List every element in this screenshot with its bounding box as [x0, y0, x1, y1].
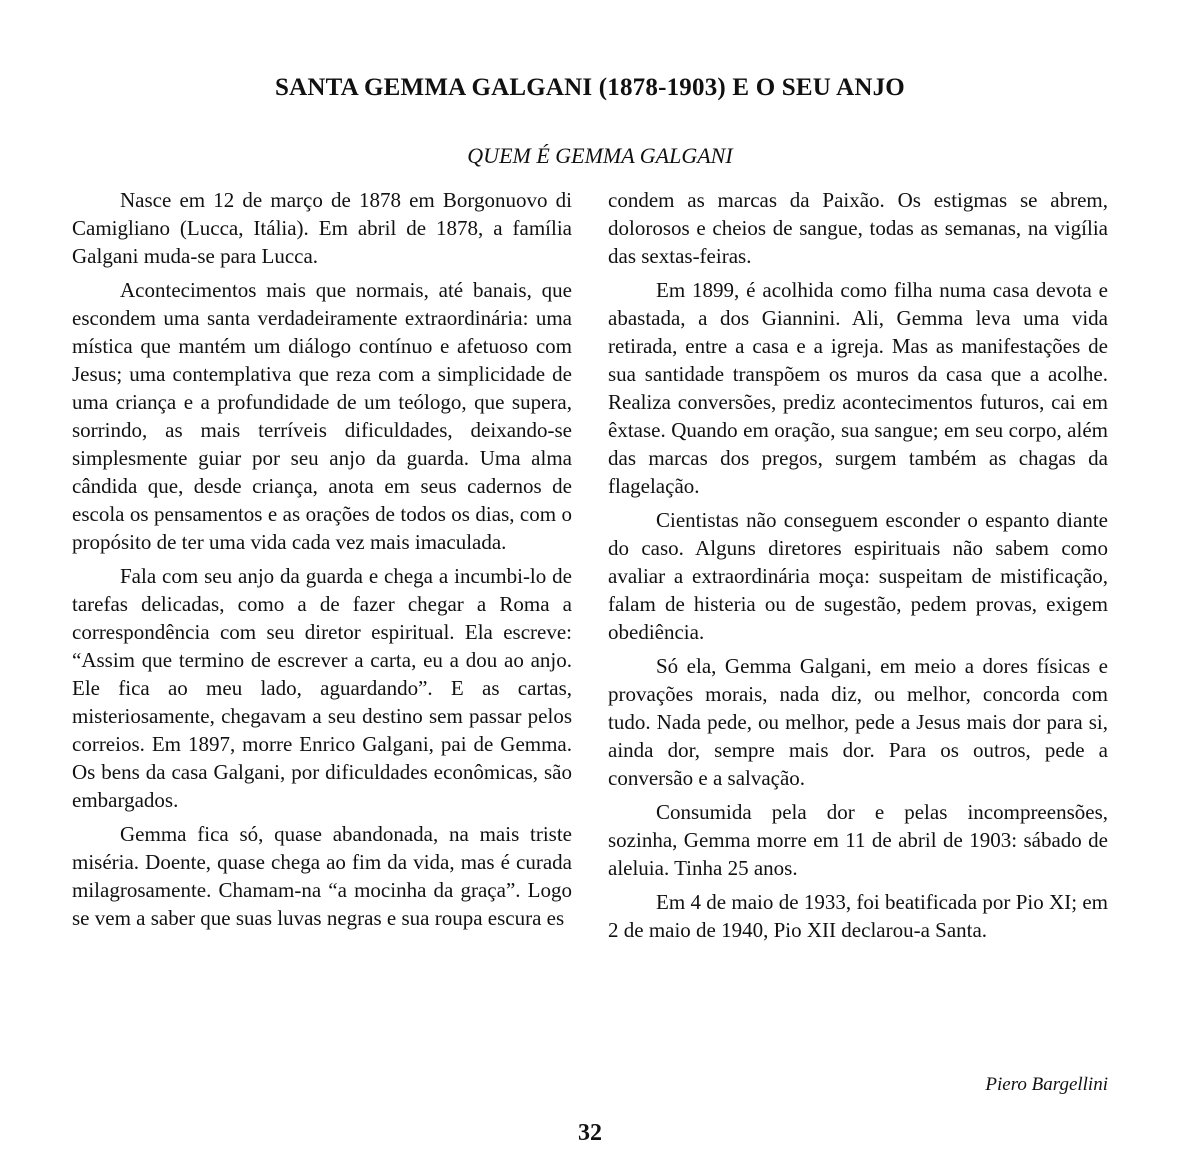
left-column: [72, 186, 572, 938]
paragraph: Em 4 de maio de 1933, foi beatificada por Pio XI; em 2 de maio de 1940, Pio XII declarou-a Santa.: [608, 890, 1108, 942]
paragraph: Cientistas não conseguem esconder o espanto diante do caso. Alguns diretores espirituais não sabem como avaliar a extraordinária moça: suspeitam de mistificação, falam de histeria ou de sugestão, pedem provas, exigem obediência.: [608, 508, 1108, 644]
paragraph: Em 1899, é acolhida como filha numa casa devota e abastada, a dos Giannini. Ali, Gemma leva uma vida retirada, entre a casa e a igreja. Mas as manifestações de sua santidade transpõem os muros da casa que a acolhe. Realiza conversões, prediz acontecimentos futuros, cai em êxtase. Quando em oração, sua sangue; em seu corpo, além das marcas dos pregos, surgem também as chagas da flagelação.: [608, 278, 1108, 498]
paragraph: Nasce em 12 de março de 1878 em Borgonuovo di Camigliano (Lucca, Itália). Em abril de 1878, a família Galgani muda-se para Lucca.: [72, 188, 572, 268]
author-signature: Piero Bargellini: [985, 1074, 1108, 1095]
paragraph: Acontecimentos mais que normais, até banais, que escondem uma santa verdadeiramente extraordinária: uma mística que mantém um diálogo contínuo e afetuoso com Jesus; uma contemplativa que reza com a simplicidade de uma criança e a profundidade de um teólogo, que supera, sorrindo, as mais terríveis dificuldades, deixando-se simplesmente guiar por seu anjo da guarda. Uma alma cândida que, desde criança, anota em seus cadernos de escola os pensamentos e as orações de todos os dias, com o propósito de ter uma vida cada vez mais imaculada.: [72, 278, 572, 554]
paragraph: Só ela, Gemma Galgani, em meio a dores físicas e provações morais, nada diz, ou melhor, concorda com tudo. Nada pede, ou melhor, pede a Jesus mais dor para si, ainda dor, sempre mais dor. Para os outros, pede a conversão e a salvação.: [608, 654, 1108, 790]
section-subtitle: QUEM É GEMMA GALGANI: [467, 143, 733, 168]
page-title: SANTA GEMMA GALGANI (1878-1903) E O SEU ANJO: [275, 74, 905, 101]
paragraph: Gemma fica só, quase abandonada, na mais triste miséria. Doente, quase chega ao fim da vida, mas é curada milagrosamente. Chamam-na “a mocinha da graça”. Logo se vem a saber que suas luvas negras e sua roupa escura es: [72, 822, 572, 930]
paragraph: Fala com seu anjo da guarda e chega a incumbi-lo de tarefas delicadas, como a de fazer chegar a Roma a correspondência com seu diretor espiritual. Ela escreve: “Assim que termino de escrever a carta, eu a dou ao anjo. Ele fica ao meu lado, aguardando”. E as cartas, misteriosamente, chegavam a seu destino sem passar pelos correios. Em 1897, morre Enrico Galgani, pai de Gemma. Os bens da casa Galgani, por dificuldades econômicas, são embargados.: [72, 564, 572, 812]
page-number: 32: [578, 1120, 602, 1146]
paragraph-continuation: condem as marcas da Paixão. Os estigmas se abrem, dolorosos e cheios de sangue, todas as semanas, na vigília das sextas-feiras.: [608, 188, 1108, 268]
paragraph: Consumida pela dor e pelas incompreensões, sozinha, Gemma morre em 11 de abril de 1903: sábado de aleluia. Tinha 25 anos.: [608, 800, 1108, 880]
right-column: [608, 186, 1108, 950]
